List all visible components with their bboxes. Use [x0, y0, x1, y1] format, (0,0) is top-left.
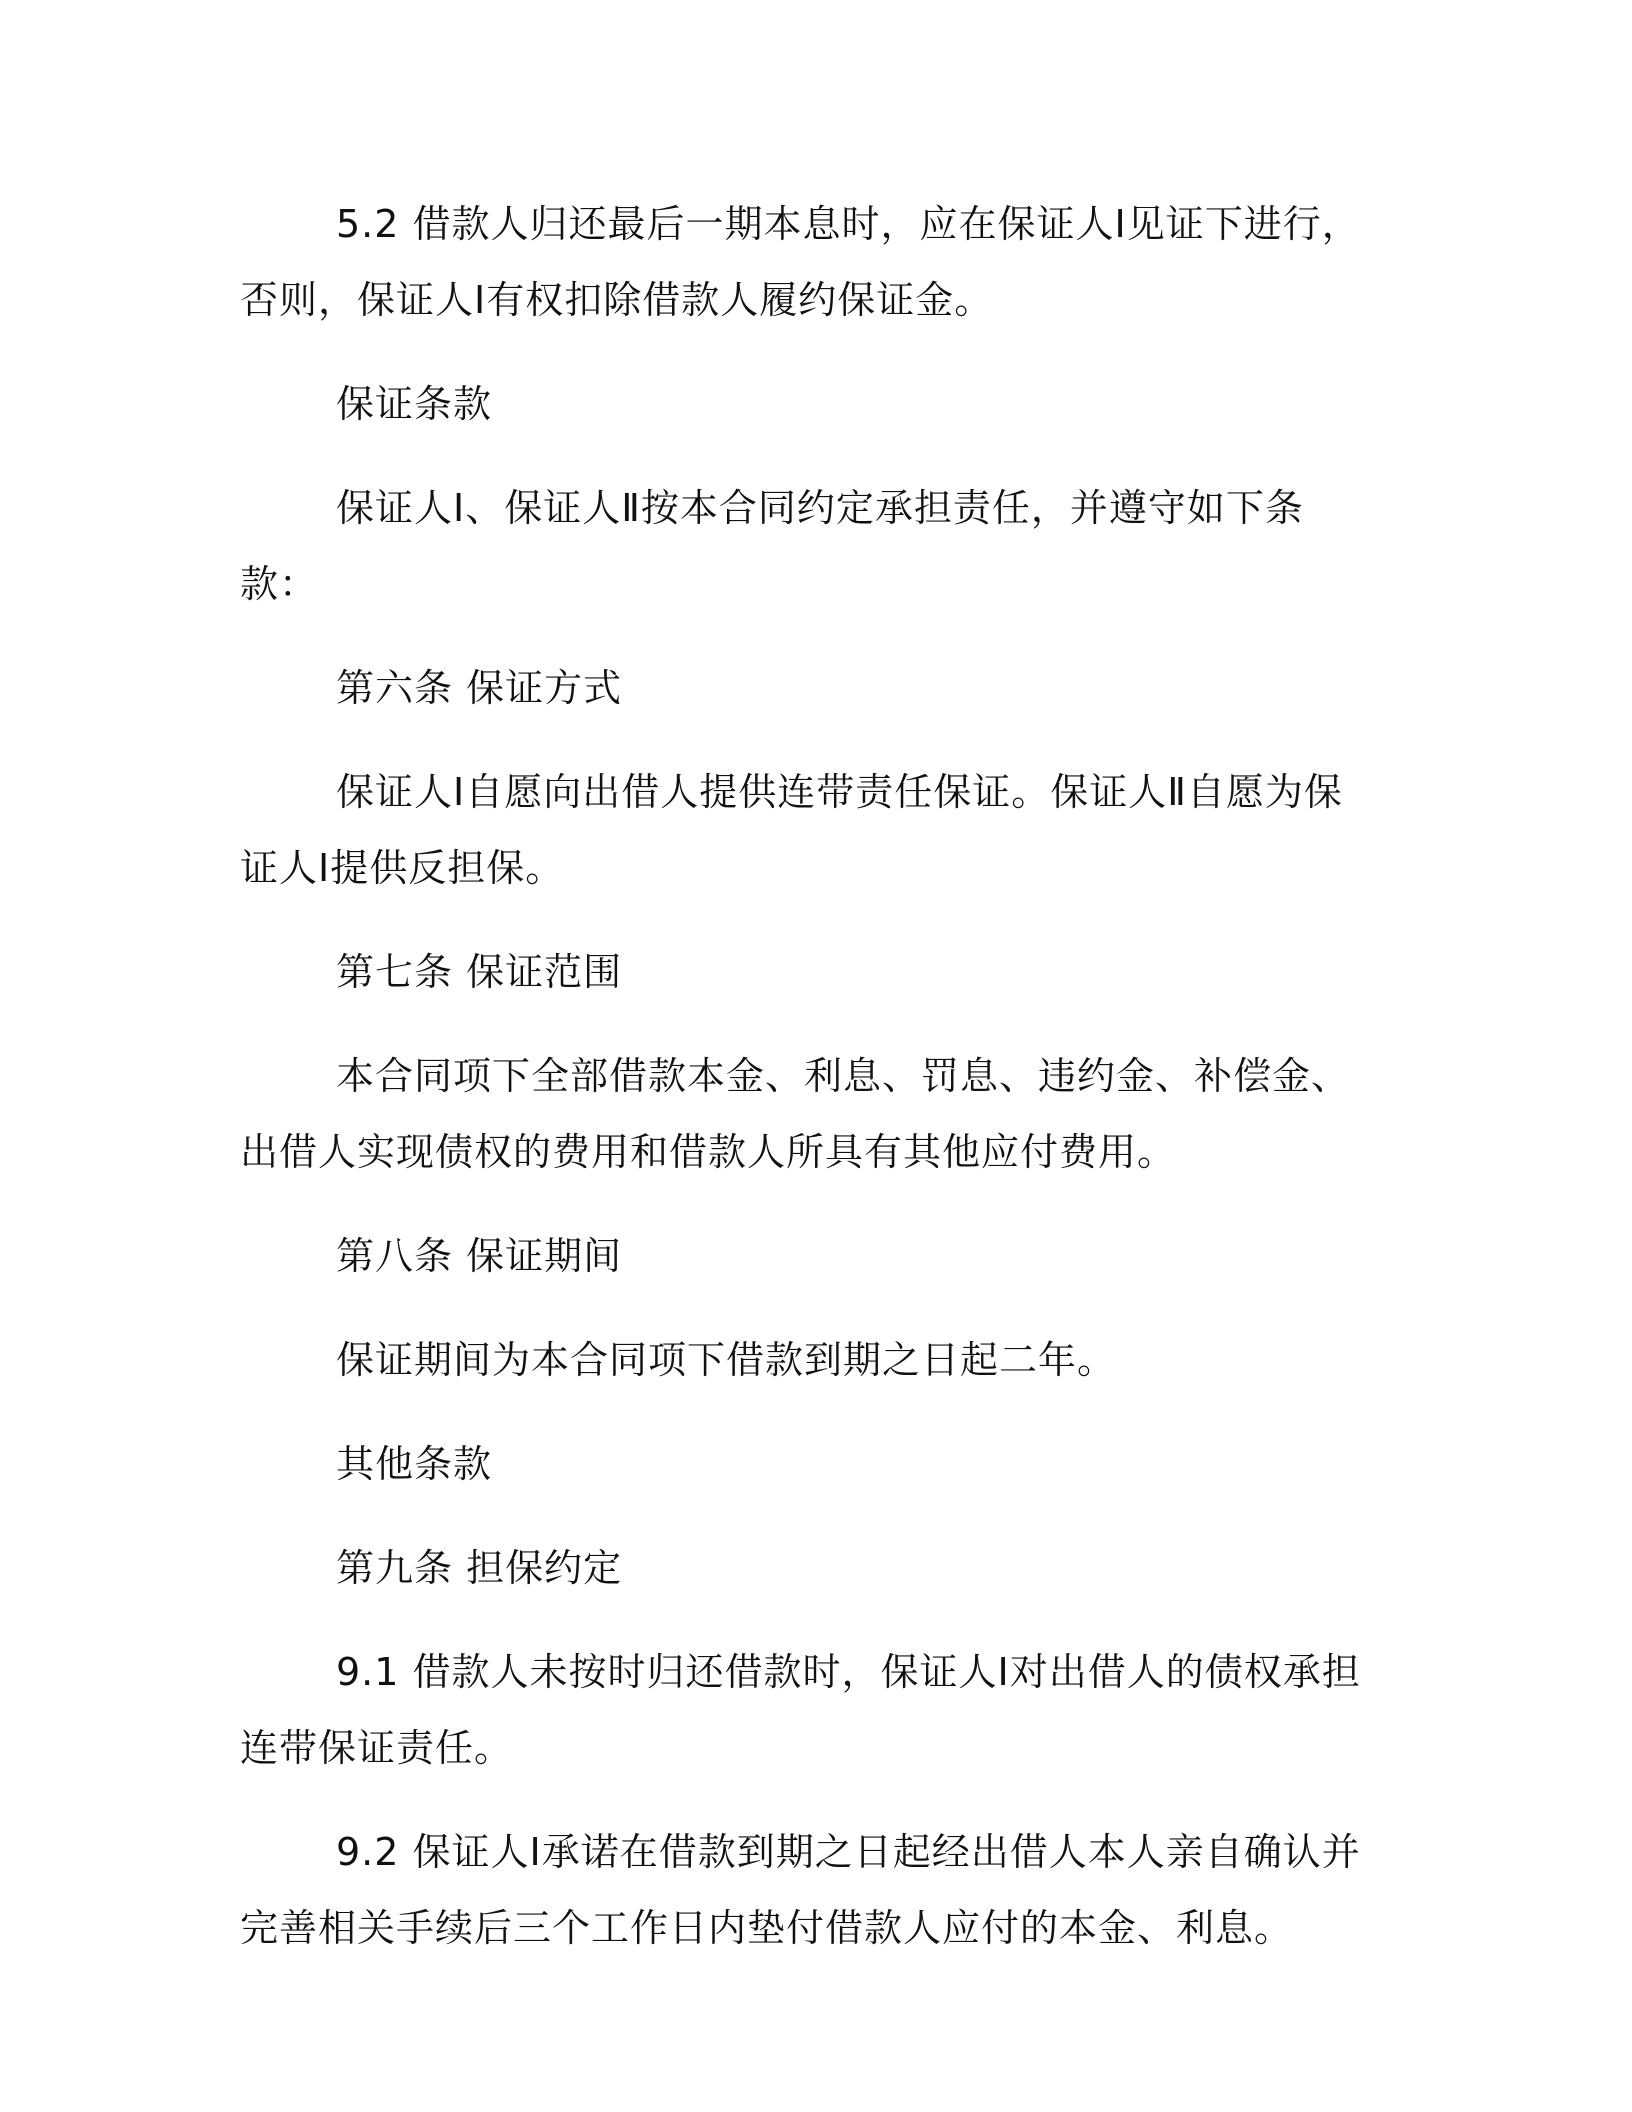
- article-9-heading: 第九条 担保约定: [336, 1546, 623, 1590]
- article-8-body: 保证期间为本合同项下借款到期之日起二年。: [336, 1338, 1117, 1382]
- paragraph-9-2: 9.2 保证人Ⅰ承诺在借款到期之日起经出借人本人亲自确认并完善相关手续后三个工作日内垫付借款人应付的本金、利息。: [240, 1830, 1361, 1950]
- section-heading-other-terms: 其他条款: [336, 1442, 493, 1486]
- article-6-body: 保证人Ⅰ自愿向出借人提供连带责任保证。保证人Ⅱ自愿为保证人Ⅰ提供反担保。: [240, 770, 1343, 890]
- article-7-body: 本合同项下全部借款本金、利息、罚息、违约金、补偿金、出借人实现债权的费用和借款人所具有其他应付费用。: [240, 1054, 1351, 1174]
- article-6-heading: 第六条 保证方式: [336, 666, 623, 710]
- section-heading-guarantee-terms: 保证条款: [336, 382, 493, 426]
- paragraph-9-1: 9.1 借款人未按时归还借款时，保证人Ⅰ对出借人的债权承担连带保证责任。: [240, 1650, 1361, 1770]
- article-8-heading: 第八条 保证期间: [336, 1234, 623, 1278]
- paragraph-guarantors-liability: 保证人Ⅰ、保证人Ⅱ按本合同约定承担责任，并遵守如下条款：: [240, 486, 1304, 606]
- document-body: [240, 186, 1380, 1994]
- article-7-heading: 第七条 保证范围: [336, 950, 623, 994]
- paragraph-5-2: 5.2 借款人归还最后一期本息时，应在保证人Ⅰ见证下进行，否则，保证人Ⅰ有权扣除借款人履约保证金。: [240, 202, 1361, 322]
